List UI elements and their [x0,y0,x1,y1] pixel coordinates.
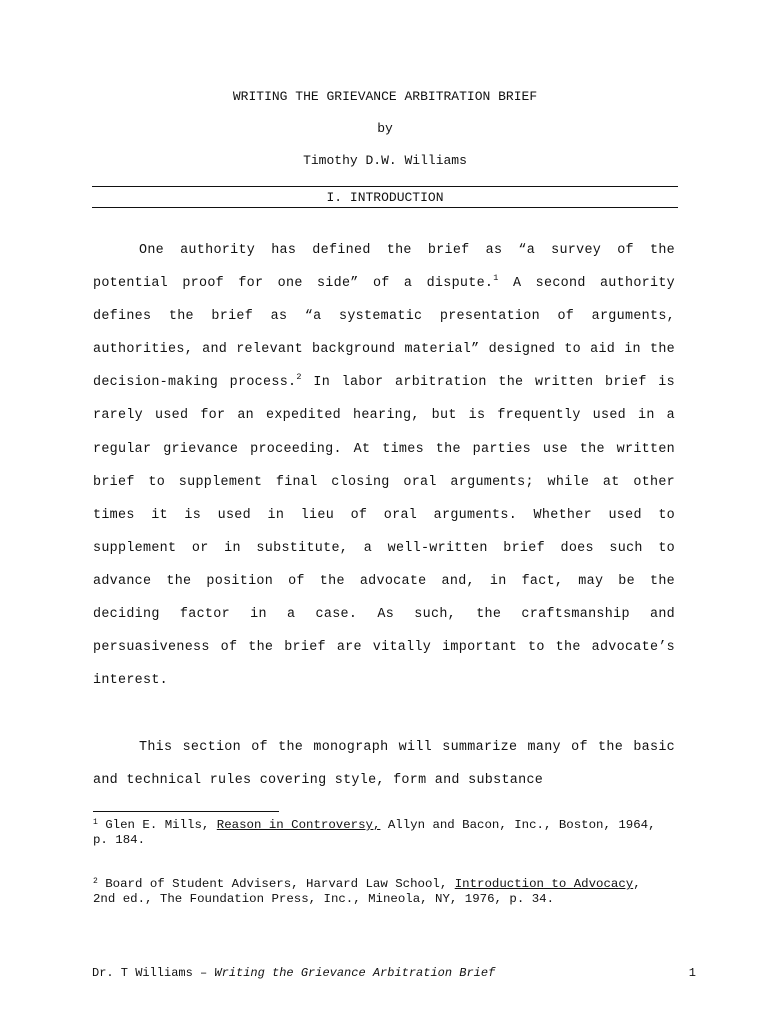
paragraph-1-sentence-3: In labor arbitration the written brief is rarely used for an expedited hearing, but is frequently used in a regular grievance proceeding. At times the parties use the written brief to supplement final closing oral arguments; while at other times it is used in lieu of oral arguments. Whether used to supplement or in substitute, a well-written brief does such to advance the position of the advocate and, in fact, may be the deciding factor in a case. As such, the craftsmanship and persuasiveness of the brief are vitally important to the advocate’s interest. [93,375,675,689]
footnote-ref-2: 2 [296,372,302,383]
footnote-2-text-before: Board of Student Advisers, Harvard Law School, [97,877,455,891]
paragraph-2 [93,731,675,797]
footer-citation [92,965,495,981]
footnote-2-line-2: 2nd ed., The Foundation Press, Inc., Mineola, NY, 1976, p. 34. [93,892,555,906]
heading-rule-bottom [92,207,678,208]
footnote-1-line-2: p. 184. [93,833,146,847]
footnote-1-text-after: Allyn and Bacon, Inc., Boston, 1964, [380,818,656,832]
document-title: WRITING THE GRIEVANCE ARBITRATION BRIEF [232,89,538,104]
footnote-2 [93,877,675,907]
author-name: Timothy D.W. Williams [303,153,467,168]
footnote-2-book-title: Introduction to Advocacy [454,877,634,891]
paragraph-1-sentence-2: A second authority defines the brief as “a systematic presentation of arguments, authorities, and relevant background material” designed to aid in the decision-making process. [93,276,675,391]
footer-title: Writing the Grievance Arbitration Brief [214,966,496,980]
footnote-2-marker: 2 [93,877,98,886]
footnote-1-marker: 1 [93,818,98,827]
page-number: 1 [688,966,696,980]
paragraph-2-text: This section of the monograph will summarize many of the basic and technical rules covering style, form and substance [93,740,675,789]
footnote-2-text-after: , [633,877,641,891]
paragraph-1-sentence-1: One authority has defined the brief as “a survey of the potential proof for one side” of a dispute. [93,243,675,292]
footnote-ref-1: 1 [493,273,499,284]
footer-prefix: Dr. T Williams – [92,966,215,980]
footnote-1 [93,818,675,848]
section-heading: I. INTRODUCTION [326,190,444,205]
byline-label: by [377,121,393,136]
footnote-1-book-title: Reason in Controversy, [216,818,381,832]
paragraph-1 [93,234,675,697]
heading-rule-top [92,186,678,187]
footnote-1-text-before: Glen E. Mills, [97,818,217,832]
footnote-separator [93,811,279,812]
